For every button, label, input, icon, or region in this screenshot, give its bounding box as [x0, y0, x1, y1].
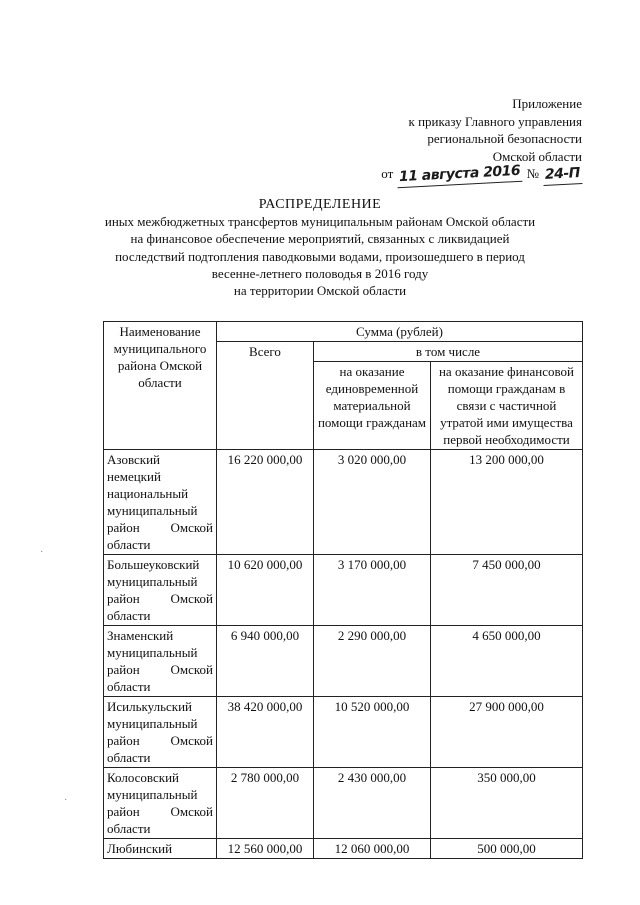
header-financial-aid: на оказание финансовой помощи гражданам в связи с частичной утратой ими имущества первой необходимости	[431, 362, 583, 450]
appendix-order-ref: к приказу Главного управления	[408, 113, 582, 129]
financial-amount: 4 650 000,00	[431, 626, 583, 697]
allocation-table	[103, 321, 583, 859]
order-line	[381, 162, 582, 186]
one-time-amount: 12 060 000,00	[314, 839, 431, 859]
table-row	[104, 768, 583, 839]
scan-speck: ·	[40, 547, 44, 558]
total-amount: 2 780 000,00	[217, 768, 314, 839]
total-amount: 6 940 000,00	[217, 626, 314, 697]
appendix-title: Приложение	[512, 96, 582, 111]
document-title: РАСПРЕДЕЛЕНИЕ	[258, 197, 382, 212]
total-amount: 16 220 000,00	[217, 450, 314, 555]
district-name: Исилькульский муниципальный район Омской области	[104, 697, 217, 768]
heading-line-3: последствий подтопления паводковыми водами, произошедшего в период	[115, 248, 525, 264]
one-time-amount: 2 430 000,00	[314, 768, 431, 839]
scan-speck: ·	[64, 795, 68, 806]
financial-amount: 350 000,00	[431, 768, 583, 839]
table-row	[104, 697, 583, 768]
total-amount: 12 560 000,00	[217, 839, 314, 859]
header-total: Всего	[217, 342, 314, 450]
table-row	[104, 450, 583, 555]
financial-amount: 500 000,00	[431, 839, 583, 859]
appendix-block	[381, 95, 582, 185]
one-time-amount: 10 520 000,00	[314, 697, 431, 768]
district-name: Любинский	[104, 839, 217, 859]
heading-line-1: иных межбюджетных трансфертов муниципальным районам Омской области	[104, 214, 536, 230]
order-date-handwritten: 11 августа 2016	[397, 163, 523, 188]
heading-line-4: весенне-летнего половодья в 2016 году	[211, 265, 429, 281]
district-name: Азовский немецкий национальный муниципальный район Омской области	[104, 450, 217, 555]
one-time-amount: 2 290 000,00	[314, 626, 431, 697]
header-sum: Сумма (рублей)	[217, 322, 583, 342]
header-including: в том числе	[314, 342, 583, 362]
one-time-amount: 3 020 000,00	[314, 450, 431, 555]
appendix-region: Омской области	[492, 148, 582, 164]
header-one-time-aid: на оказание единовременной материальной помощи гражданам	[314, 362, 431, 450]
table-row	[104, 626, 583, 697]
total-amount: 10 620 000,00	[217, 555, 314, 626]
table-row	[104, 555, 583, 626]
heading-line-2: на финансовое обеспечение мероприятий, связанных с ликвидацией	[130, 231, 510, 247]
table-header-row	[104, 322, 583, 342]
total-amount: 38 420 000,00	[217, 697, 314, 768]
financial-amount: 13 200 000,00	[431, 450, 583, 555]
financial-amount: 7 450 000,00	[431, 555, 583, 626]
header-district-name: Наименование муниципального района Омской области	[104, 322, 217, 450]
financial-amount: 27 900 000,00	[431, 697, 583, 768]
appendix-department: региональной безопасности	[427, 131, 582, 146]
district-name: Большеуковский муниципальный район Омской области	[104, 555, 217, 626]
order-prefix: от	[381, 166, 394, 181]
order-number-handwritten: 24-П	[543, 165, 583, 186]
district-name: Колосовский муниципальный район Омской области	[104, 768, 217, 839]
document-heading	[100, 196, 540, 299]
one-time-amount: 3 170 000,00	[314, 555, 431, 626]
heading-line-5: на территории Омской области	[233, 283, 407, 299]
district-name: Знаменский муниципальный район Омской области	[104, 626, 217, 697]
order-number-label: №	[526, 166, 539, 181]
table-row	[104, 839, 583, 859]
